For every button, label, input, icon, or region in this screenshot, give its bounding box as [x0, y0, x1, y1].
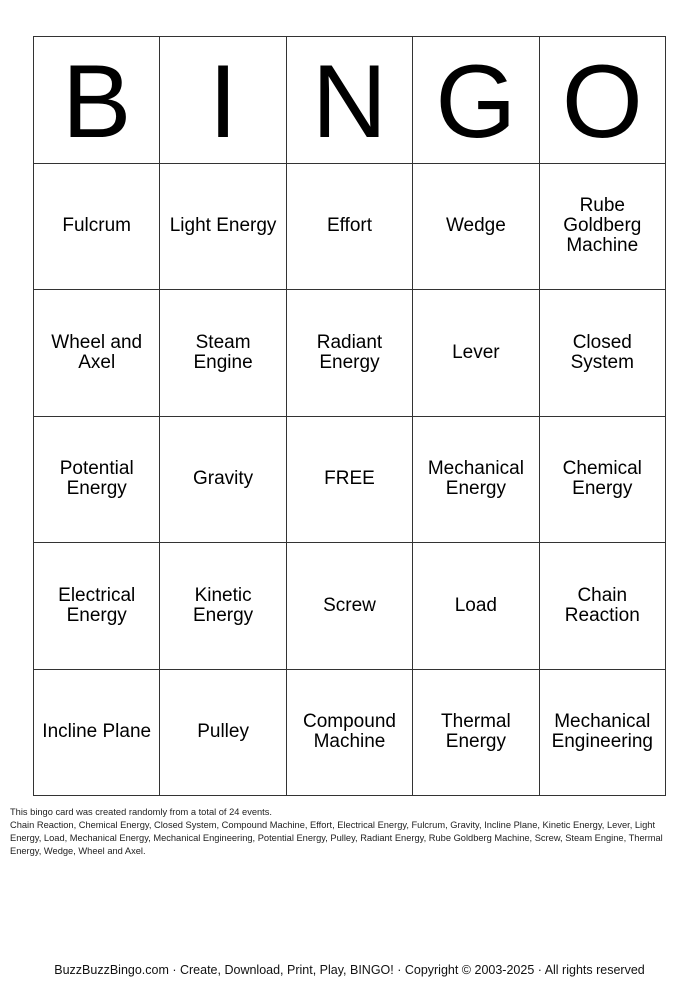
bingo-cell: Radiant Energy [286, 290, 412, 417]
bingo-row-4 [34, 543, 666, 670]
card-info-note [10, 806, 682, 858]
bingo-cell: Pulley [160, 669, 286, 796]
bingo-row-2 [34, 290, 666, 417]
bingo-cell: Mechanical Energy [413, 416, 539, 543]
header-letter-i: I [160, 37, 286, 164]
page-footer: BuzzBuzzBingo.com · Create, Download, Print, Play, BINGO! · Copyright © 2003-2025 · All rights reserved [54, 963, 645, 977]
bingo-cell: Load [413, 543, 539, 670]
bingo-cell: Potential Energy [34, 416, 160, 543]
bingo-cell: Rube Goldberg Machine [539, 163, 665, 290]
bingo-cell: Lever [413, 290, 539, 417]
bingo-cell: Mechanical Engineering [539, 669, 665, 796]
bingo-row-1 [34, 163, 666, 290]
bingo-cell: Incline Plane [34, 669, 160, 796]
bingo-cell: Screw [286, 543, 412, 670]
bingo-cell: Effort [286, 163, 412, 290]
bingo-cell: Compound Machine [286, 669, 412, 796]
bingo-card [33, 36, 666, 796]
header-letter-b: B [34, 37, 160, 164]
bingo-cell: Chemical Energy [539, 416, 665, 543]
header-letter-n: N [286, 37, 412, 164]
bingo-row-3 [34, 416, 666, 543]
bingo-cell: Fulcrum [34, 163, 160, 290]
bingo-cell: Electrical Energy [34, 543, 160, 670]
bingo-header-row [34, 37, 666, 164]
bingo-cell: Light Energy [160, 163, 286, 290]
card-info-events-list: Chain Reaction, Chemical Energy, Closed System, Compound Machine, Effort, Electrical Energy, Fulcrum, Gravity, Incline Plane, Kinetic Energy, Lever, Light Energy, Load, Mechanical Energy, Mechanical Engineering, Potential Energy, Pulley, Radiant Energy, Rube Goldberg Machine, Screw, Steam Engine, Thermal Energy, Wedge, Wheel and Axel. [10, 820, 663, 856]
header-letter-o: O [539, 37, 665, 164]
bingo-cell: Chain Reaction [539, 543, 665, 670]
free-space-cell: FREE [286, 416, 412, 543]
bingo-cell: Wheel and Axel [34, 290, 160, 417]
bingo-cell: Gravity [160, 416, 286, 543]
bingo-cell: Thermal Energy [413, 669, 539, 796]
bingo-cell: Steam Engine [160, 290, 286, 417]
bingo-row-5 [34, 669, 666, 796]
card-info-summary: This bingo card was created randomly from a total of 24 events. [10, 807, 272, 817]
header-letter-g: G [413, 37, 539, 164]
bingo-cell: Wedge [413, 163, 539, 290]
bingo-cell: Kinetic Energy [160, 543, 286, 670]
bingo-cell: Closed System [539, 290, 665, 417]
